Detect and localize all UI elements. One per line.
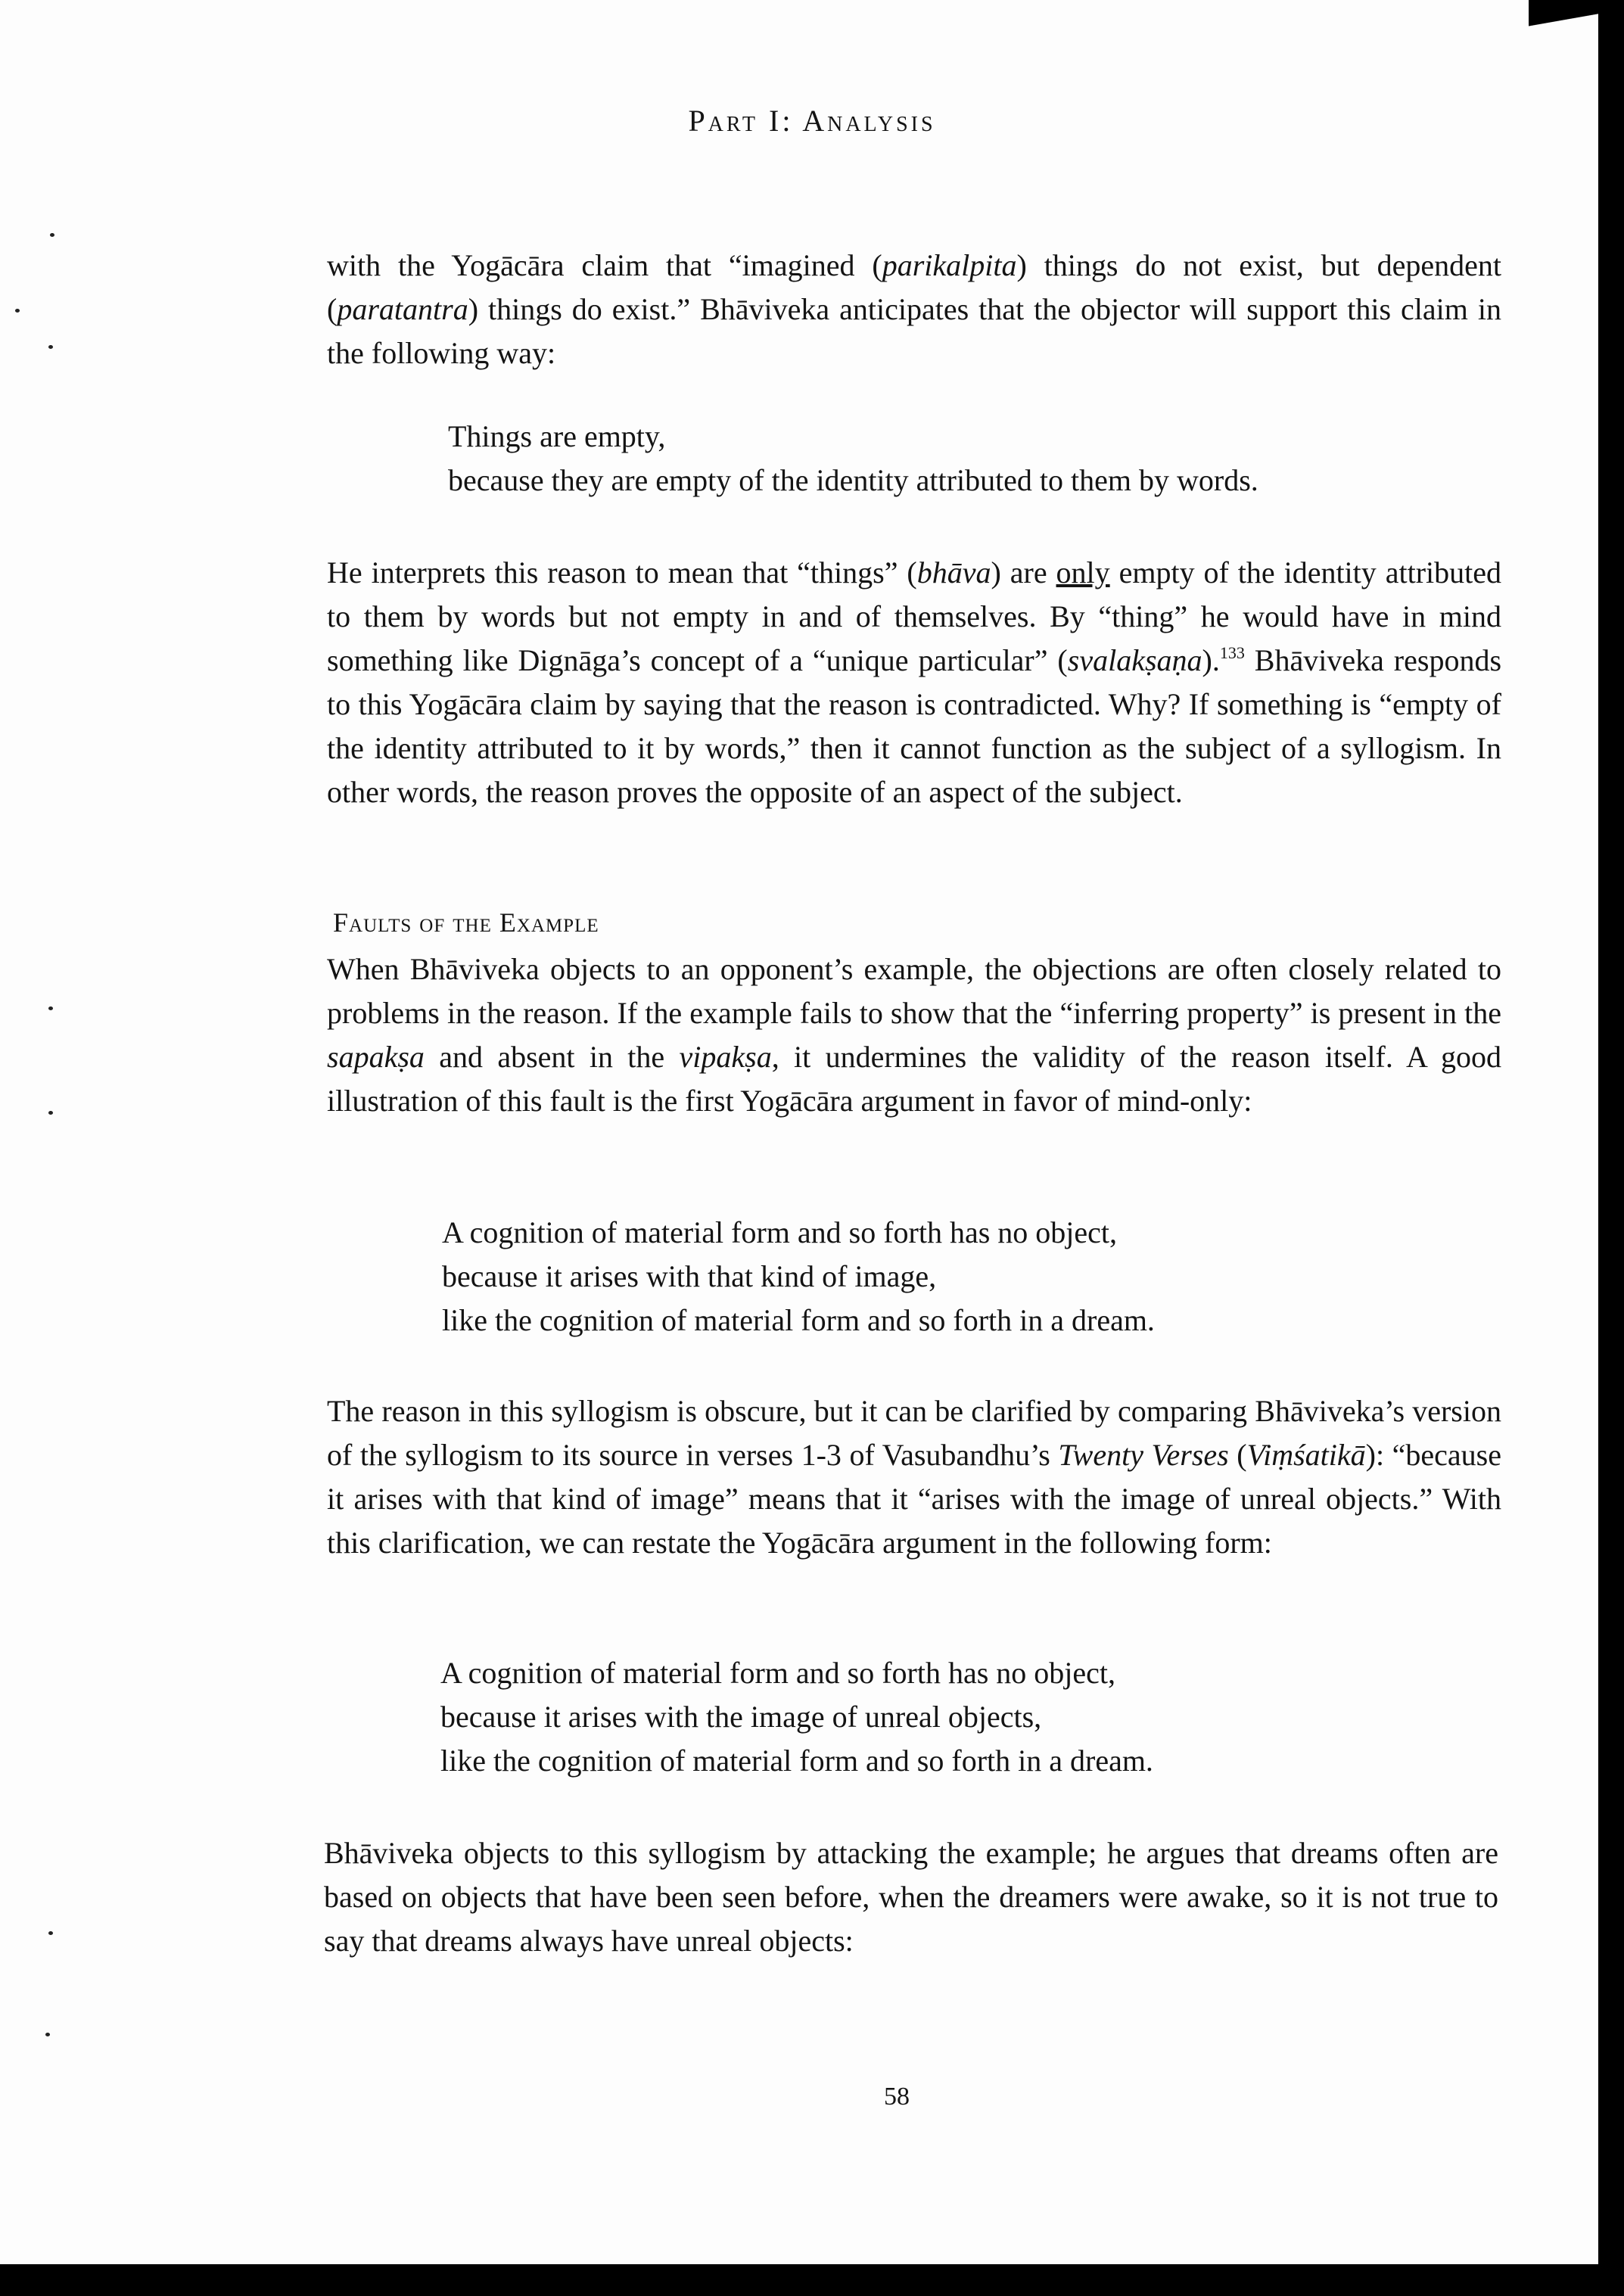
speck xyxy=(48,345,53,349)
sanskrit-term: parikalpita xyxy=(882,248,1017,282)
text-span: Bhāviveka responds to this Yogācāra claim by saying that the reason is contradicted. Why? If something is “empty of the identity attributed to it by words,” then it cannot function as the subject of a syllogism. In other words, the reason proves the opposite of an aspect of the subject. xyxy=(327,643,1502,809)
text-span: ( xyxy=(1228,1438,1247,1472)
sanskrit-term: paratantra xyxy=(337,292,468,326)
syllogism-block-2 xyxy=(442,1211,1155,1342)
sanskrit-term: sapakṣa xyxy=(327,1040,425,1074)
paragraph-4 xyxy=(327,1389,1501,1565)
page-edge-shadow xyxy=(1529,0,1624,30)
paragraph-3 xyxy=(327,947,1501,1123)
underlined-word: only xyxy=(1056,555,1110,590)
page-number: 58 xyxy=(884,2083,910,2111)
syllogism-line: because it arises with the image of unreal objects, xyxy=(440,1700,1042,1734)
speck xyxy=(15,309,20,313)
text-span: ). xyxy=(1202,643,1220,677)
text-span: ) are xyxy=(991,555,1056,590)
syllogism-line: A cognition of material form and so forth has no object, xyxy=(440,1656,1116,1690)
text-span: with the Yogācāra claim that “imagined ( xyxy=(327,248,882,282)
speck xyxy=(50,233,54,237)
syllogism-line: like the cognition of material form and so forth in a dream. xyxy=(440,1744,1153,1778)
paragraph-1 xyxy=(327,244,1501,375)
text-span: ): “because it arises with that kind of image” means that it “arises with the image of unreal objects.” With this clarification, we can restate the Yogācāra argument in the following form: xyxy=(327,1438,1501,1560)
paragraph-2 xyxy=(327,551,1501,814)
text-span: , it undermines the validity of the reason itself. A good illustration of this fault is the first Yogācāra argument in favor of mind-only: xyxy=(327,1040,1501,1118)
speck xyxy=(48,1931,53,1935)
text-span: He interprets this reason to mean that “things” ( xyxy=(327,555,917,590)
running-header: Part I: Analysis xyxy=(688,104,936,138)
syllogism-line: because it arises with that kind of image, xyxy=(442,1259,937,1293)
speck xyxy=(45,2033,50,2036)
footnote-marker[interactable]: 133 xyxy=(1219,643,1245,662)
text-span: empty of the identity attributed to them by words but not empty in and of themselves. By “thing” he would have in mind something like Dignāga’s concept of a “unique particular” ( xyxy=(327,555,1502,677)
speck xyxy=(48,1006,53,1010)
text-span: and absent in the xyxy=(424,1040,680,1074)
speck xyxy=(48,1111,53,1115)
text-span: Bhāviveka objects to this syllogism by attacking the example; he argues that dreams often are based on objects that have been seen before, when the dreamers were awake, so it is not true to say that dreams always have unreal objects: xyxy=(324,1836,1498,1958)
paragraph-5 xyxy=(324,1831,1498,1963)
text-span: The reason in this syllogism is obscure, but it can be clarified by comparing Bhāviveka’s version of the syllogism to its source in verses 1-3 of Vasubandhu’s xyxy=(327,1394,1501,1472)
book-title: Viṃśatikā xyxy=(1246,1438,1366,1472)
sanskrit-term: svalakṣaṇa xyxy=(1067,643,1202,677)
syllogism-line: A cognition of material form and so forth has no object, xyxy=(442,1215,1118,1249)
text-span: When Bhāviveka objects to an opponent’s example, the objections are often closely related to problems in the reason. If the example fails to show that the “inferring property” is present in the xyxy=(327,952,1501,1030)
book-title: Twenty Verses xyxy=(1058,1438,1229,1472)
sanskrit-term: vipakṣa xyxy=(679,1040,772,1074)
syllogism-block-1 xyxy=(448,415,1258,502)
sanskrit-term: bhāva xyxy=(916,555,991,590)
syllogism-line: Things are empty, xyxy=(448,419,666,453)
syllogism-block-3 xyxy=(440,1651,1153,1783)
text-span: ) things do exist.” Bhāviveka anticipates that the objector will support this claim in the following way: xyxy=(327,292,1501,370)
syllogism-line: because they are empty of the identity attributed to them by words. xyxy=(448,463,1258,497)
section-heading: Faults of the Example xyxy=(333,907,599,938)
syllogism-line: like the cognition of material form and so forth in a dream. xyxy=(442,1303,1155,1337)
text-span: ) things do not exist, but dependent ( xyxy=(327,248,1502,326)
